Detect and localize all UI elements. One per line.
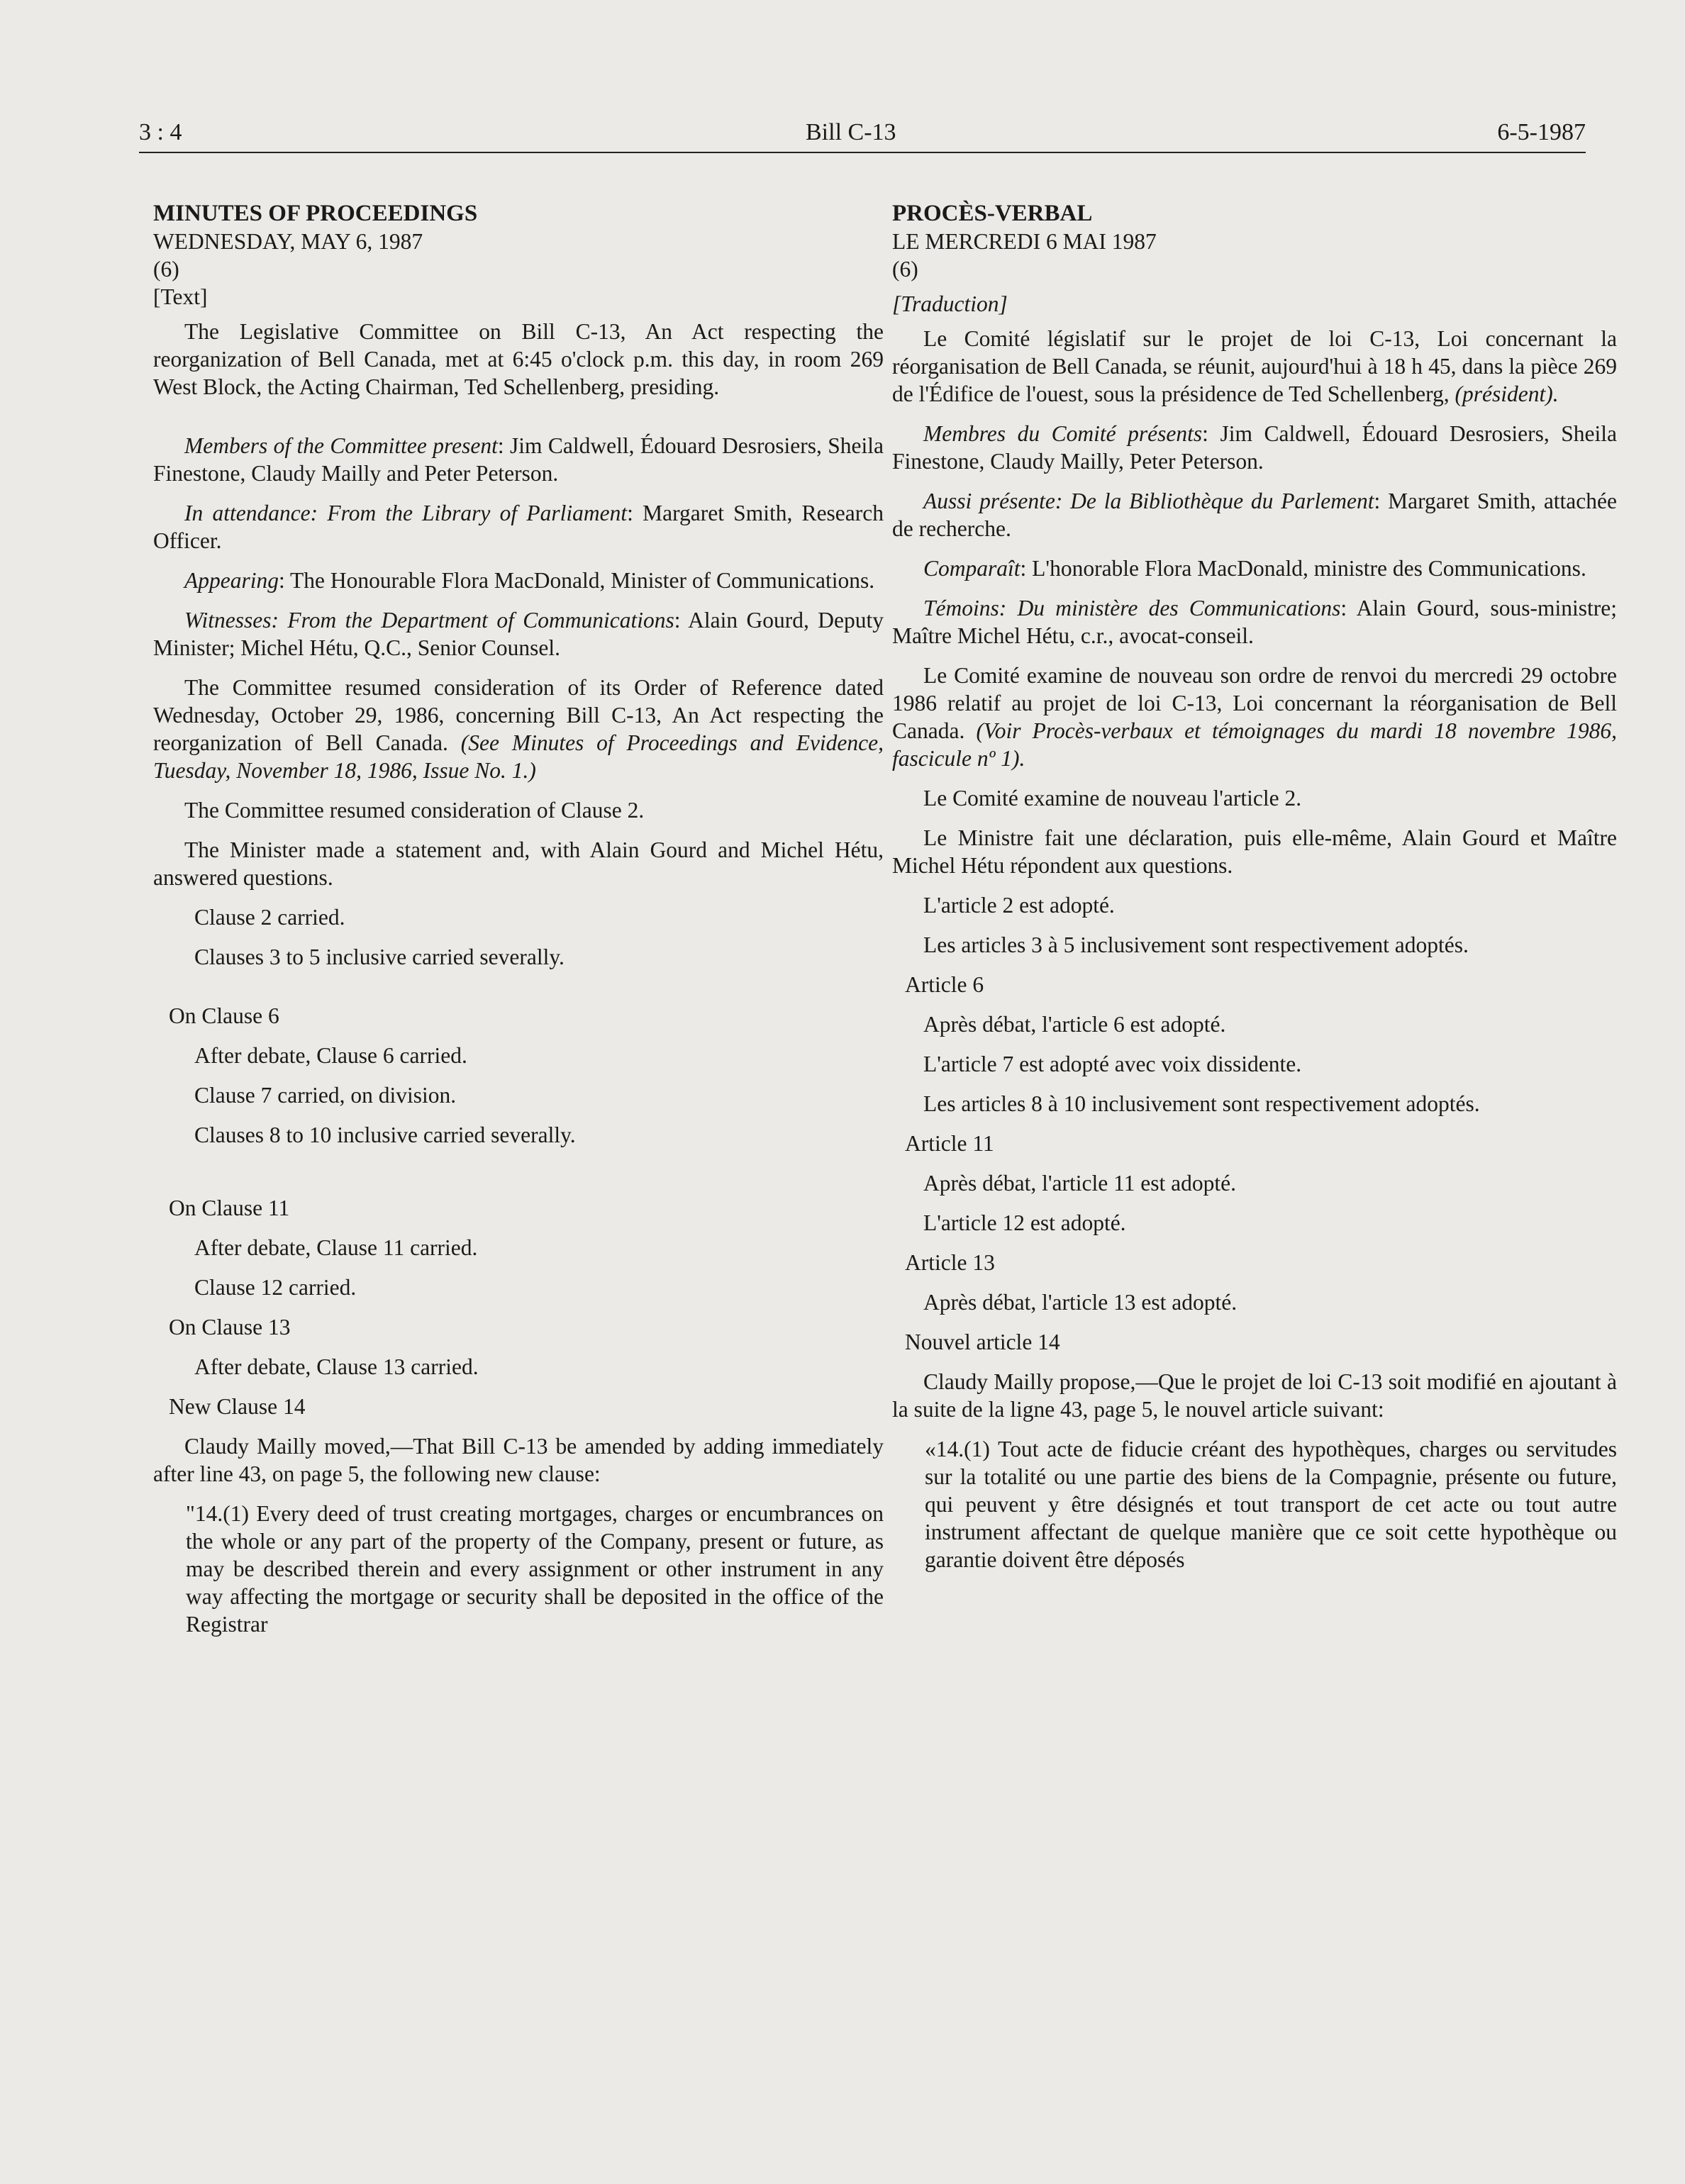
english-mailly-motion: Claudy Mailly moved,—That Bill C-13 be amended by adding immediately after line 43, on page 5, the following new clause:	[153, 1434, 884, 1486]
french-witnesses: Témoins: Du ministère des Communications: Alain Gourd, sous-ministre; Maître Michel Hétu, c.r., avocat-conseil.	[892, 596, 1617, 648]
french-article2-adopted: L'article 2 est adopté.	[923, 893, 1115, 918]
english-minister-statement: The Minister made a statement and, with Alain Gourd and Michel Hétu, answered questions.	[153, 837, 884, 890]
english-clause12: Clause 12 carried.	[194, 1275, 357, 1300]
french-sitting-number: (6)	[892, 257, 918, 282]
french-also-present: Aussi présente: De la Bibliothèque du Parlement: Margaret Smith, attachée de recherche.	[892, 489, 1617, 541]
french-column	[892, 200, 1617, 1586]
english-date: WEDNESDAY, MAY 6, 1987	[153, 229, 423, 254]
french-article6-debate: Après débat, l'article 6 est adopté.	[923, 1012, 1226, 1037]
french-members-present: Membres du Comité présents: Jim Caldwell, Édouard Desrosiers, Sheila Finestone, Claudy Mailly, Peter Peterson.	[892, 421, 1617, 474]
page-number: 3 : 4	[139, 119, 182, 145]
english-clause6-debate: After debate, Clause 6 carried.	[194, 1043, 467, 1068]
french-opening-paragraph: Le Comité législatif sur le projet de loi C-13, Loi concernant la réorganisation de Bell Canada, se réunit, aujourd'hui à 18 h 45, dans la pièce 269 de l'Édifice de l'ouest, sous la présidence de Ted Schellenberg, (président).	[892, 326, 1617, 406]
english-on-clause11: On Clause 11	[169, 1196, 290, 1220]
english-clause2-carried: Clause 2 carried.	[194, 905, 345, 930]
english-text-tag: [Text]	[153, 284, 208, 309]
english-appearing: Appearing: The Honourable Flora MacDonald, Minister of Communications.	[184, 568, 875, 593]
french-articles8-10: Les articles 8 à 10 inclusivement sont respectivement adoptés.	[923, 1091, 1480, 1116]
french-article11: Article 11	[905, 1131, 994, 1156]
french-article6: Article 6	[905, 972, 984, 997]
french-title: PROCÈS-VERBAL	[892, 201, 1093, 226]
french-new-article14: Nouvel article 14	[905, 1330, 1060, 1354]
french-article2-consideration: Le Comité examine de nouveau l'article 2.	[923, 786, 1302, 810]
english-clauses3-5: Clauses 3 to 5 inclusive carried severally.	[194, 945, 565, 969]
english-in-attendance: In attendance: From the Library of Parliament: Margaret Smith, Research Officer.	[153, 501, 884, 553]
english-clause14-text: "14.(1) Every deed of trust creating mortgages, charges or encumbrances on the whole or any part of the property of the Company, present or future, as may be described therein and every assignment or other instrument in any way affecting the mortgage or security shall be deposited in the office of the Registrar	[186, 1501, 884, 1637]
english-column	[153, 200, 884, 1650]
french-articles3-5: Les articles 3 à 5 inclusivement sont respectivement adoptés.	[923, 932, 1469, 957]
english-clauses8-10: Clauses 8 to 10 inclusive carried severally.	[194, 1122, 576, 1147]
french-article7: L'article 7 est adopté avec voix dissidente.	[923, 1052, 1302, 1076]
french-mailly-motion: Claudy Mailly propose,—Que le projet de loi C-13 soit modifié en ajoutant à la suite de la ligne 43, page 5, le nouvel article suivant:	[892, 1369, 1617, 1422]
english-opening-paragraph: The Legislative Committee on Bill C-13, An Act respecting the reorganization of Bell Canada, met at 6:45 o'clock p.m. this day, in room 269 West Block, the Acting Chairman, Ted Schellenberg, presiding.	[153, 319, 884, 399]
french-article11-debate: Après débat, l'article 11 est adopté.	[923, 1171, 1236, 1196]
english-on-clause13: On Clause 13	[169, 1315, 291, 1339]
english-new-clause14: New Clause 14	[169, 1394, 306, 1419]
french-appearing: Comparaît: L'honorable Flora MacDonald, ministre des Communications.	[923, 556, 1586, 581]
page-header	[139, 109, 1586, 153]
french-date: LE MERCREDI 6 MAI 1987	[892, 229, 1157, 254]
english-clause2-consideration: The Committee resumed consideration of Clause 2.	[184, 798, 645, 823]
english-clause13-debate: After debate, Clause 13 carried.	[194, 1354, 479, 1379]
french-article13: Article 13	[905, 1250, 995, 1275]
french-article14-text: «14.(1) Tout acte de fiducie créant des hypothèques, charges ou servitudes sur la totalité ou une partie des biens de la Compagnie, présente ou future, qui peuvent y être désignés et tout transport de cet acte ou tout autre instrument affectant de quelque manière que ce soit cette hypothèque ou garantie doivent être déposés	[925, 1437, 1617, 1572]
english-resumed-consideration: The Committee resumed consideration of its Order of Reference dated Wednesday, October 29, 1986, concerning Bill C-13, An Act respecting the reorganization of Bell Canada. (See Minutes of Proceedings and Evidence, Tuesday, November 18, 1986, Issue No. 1.)	[153, 675, 884, 783]
english-clause11-debate: After debate, Clause 11 carried.	[194, 1235, 478, 1260]
french-resumed-consideration: Le Comité examine de nouveau son ordre de renvoi du mercredi 29 octobre 1986 relatif au projet de loi C-13, Loi concernant la réorganisation de Bell Canada. (Voir Procès-verbaux et témoignages du mardi 18 novembre 1986, fascicule nº 1).	[892, 663, 1617, 771]
english-sitting-number: (6)	[153, 257, 179, 282]
french-minister-statement: Le Ministre fait une déclaration, puis elle-même, Alain Gourd et Maître Michel Hétu répondent aux questions.	[892, 825, 1617, 878]
english-witnesses: Witnesses: From the Department of Communications: Alain Gourd, Deputy Minister; Michel Hétu, Q.C., Senior Counsel.	[153, 608, 884, 660]
french-article12: L'article 12 est adopté.	[923, 1210, 1126, 1235]
header-date: 6-5-1987	[1497, 119, 1586, 145]
bill-title: Bill C-13	[806, 119, 896, 145]
english-title: MINUTES OF PROCEEDINGS	[153, 201, 478, 226]
french-text-tag: [Traduction]	[892, 291, 1008, 316]
english-members-present: Members of the Committee present: Jim Caldwell, Édouard Desrosiers, Sheila Finestone, Claudy Mailly and Peter Peterson.	[153, 433, 884, 486]
french-article13-debate: Après débat, l'article 13 est adopté.	[923, 1290, 1238, 1315]
english-on-clause6: On Clause 6	[169, 1003, 279, 1028]
english-clause7: Clause 7 carried, on division.	[194, 1083, 457, 1108]
